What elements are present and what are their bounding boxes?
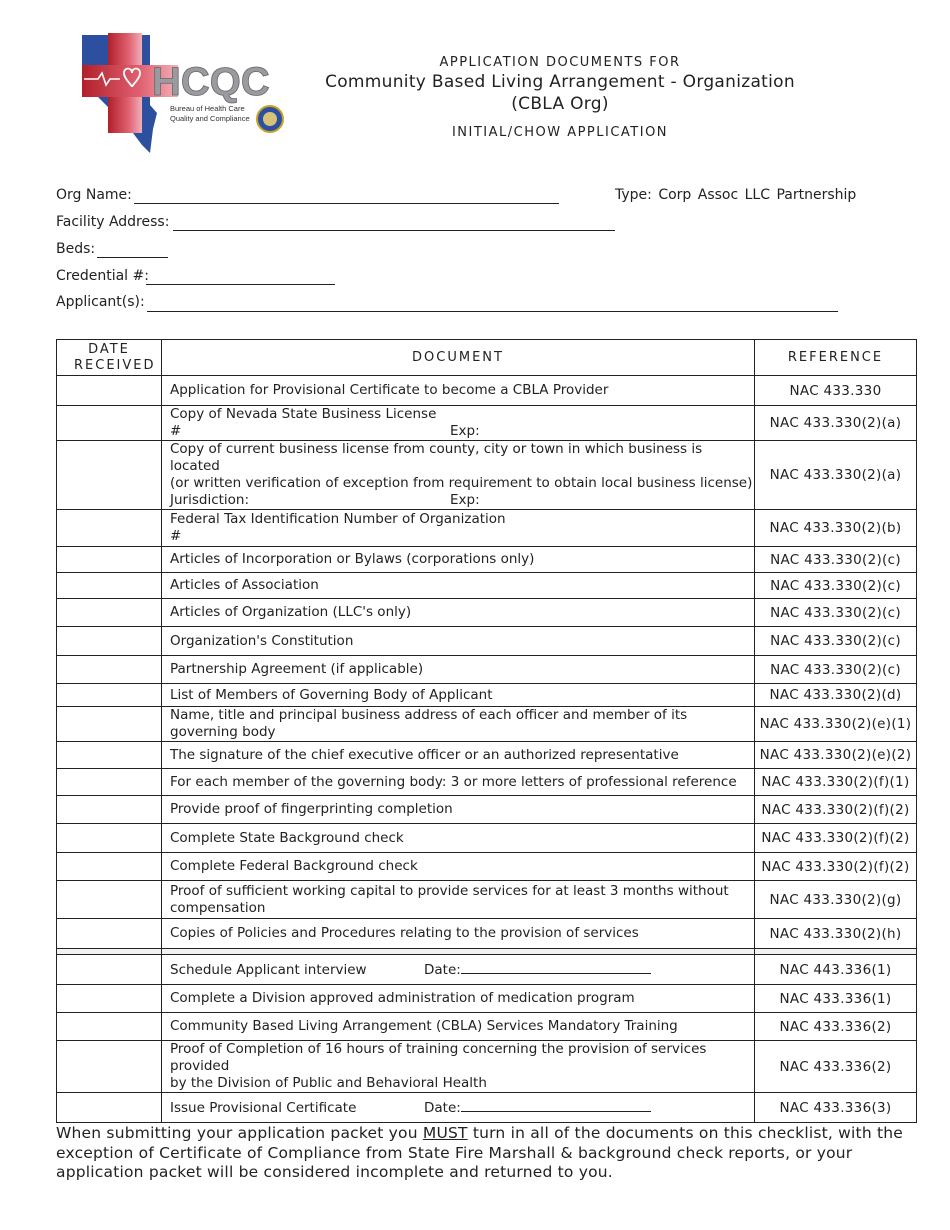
document-cell: Complete State Background check [162,824,755,853]
document-cell: For each member of the governing body: 3 or more letters of professional reference [162,769,755,796]
table-row [57,627,917,656]
table-row [57,742,917,769]
table-row [57,1041,917,1093]
date-received-cell[interactable] [57,769,162,796]
date-received-cell[interactable] [57,853,162,881]
credential-field[interactable] [146,284,335,285]
date-received-cell[interactable] [57,406,162,441]
table-row [57,769,917,796]
table-row [57,376,917,406]
reference-cell: NAC 433.330(2)(c) [755,656,917,684]
table-row [57,684,917,707]
table-row [57,707,917,742]
org-name-field[interactable] [134,203,559,204]
reference-cell: NAC 433.330(2)(b) [755,510,917,547]
reference-header: REFERENCE [755,340,917,376]
reference-cell: NAC 433.330(2)(e)(1) [755,707,917,742]
date-received-cell[interactable] [57,1013,162,1041]
table-row [57,881,917,919]
date-received-cell[interactable] [57,599,162,627]
document-cell: Organization's Constitution [162,627,755,656]
certificate-date-field[interactable] [461,1099,651,1112]
header-title: Community Based Living Arrangement - Organization [325,72,795,92]
table-row [57,599,917,627]
reference-cell: NAC 433.330(2)(c) [755,547,917,573]
document-cell: The signature of the chief executive officer or an authorized representative [162,742,755,769]
document-cell: Name, title and principal business address of each officer and member of its governing body [162,707,755,742]
table-row [57,985,917,1013]
table-row [57,955,917,985]
reference-cell: NAC 433.336(2) [755,1041,917,1093]
hcqc-logo [80,33,302,153]
table-row [57,656,917,684]
document-cell: Complete Federal Background check [162,853,755,881]
reference-cell: NAC 433.336(3) [755,1093,917,1123]
org-type-label: Type: Corp Assoc LLC Partnership [615,187,857,203]
reference-cell: NAC 433.330(2)(f)(2) [755,853,917,881]
document-cell: Federal Tax Identification Number of Organization # [162,510,755,547]
table-row [57,853,917,881]
beds-label: Beds: [56,241,96,257]
date-received-cell[interactable] [57,547,162,573]
date-received-cell[interactable] [57,707,162,742]
reference-cell: NAC 433.330(2)(c) [755,627,917,656]
table-row [57,796,917,824]
date-received-cell[interactable] [57,742,162,769]
reference-cell: NAC 433.336(2) [755,1013,917,1041]
reference-cell: NAC 433.330(2)(a) [755,441,917,510]
document-cell: Articles of Association [162,573,755,599]
table-row [57,824,917,853]
reference-cell: NAC 433.330(2)(h) [755,919,917,949]
beds-field[interactable] [97,257,168,258]
date-received-cell[interactable] [57,796,162,824]
document-cell: Copy of Nevada State Business License # Exp: [162,406,755,441]
table-row [57,547,917,573]
document-header: DOCUMENT [162,340,755,376]
date-received-cell[interactable] [57,684,162,707]
table-row [57,1093,917,1123]
applicants-field[interactable] [147,311,838,312]
document-cell: Proof of Completion of 16 hours of training concerning the provision of services provided by the Division of Public and Behavioral Health [162,1041,755,1093]
table-row [57,573,917,599]
date-received-cell[interactable] [57,376,162,406]
reference-cell: NAC 433.330(2)(f)(2) [755,824,917,853]
document-cell: Articles of Incorporation or Bylaws (corporations only) [162,547,755,573]
facility-address-label: Facility Address: [56,214,170,230]
date-received-cell[interactable] [57,824,162,853]
date-received-cell[interactable] [57,627,162,656]
document-cell: Partnership Agreement (if applicable) [162,656,755,684]
reference-cell: NAC 443.336(1) [755,955,917,985]
date-received-cell[interactable] [57,1093,162,1123]
date-received-cell[interactable] [57,656,162,684]
document-cell: Provide proof of fingerprinting completion [162,796,755,824]
credential-label: Credential #: [56,268,149,284]
table-row [57,510,917,547]
document-cell: Community Based Living Arrangement (CBLA) Services Mandatory Training [162,1013,755,1041]
date-received-cell[interactable] [57,510,162,547]
table-row [57,406,917,441]
date-received-cell[interactable] [57,573,162,599]
date-received-cell[interactable] [57,919,162,949]
document-cell: List of Members of Governing Body of Applicant [162,684,755,707]
document-cell: Schedule Applicant interview Date: [162,955,755,985]
reference-cell: NAC 433.330(2)(c) [755,573,917,599]
date-received-cell[interactable] [57,881,162,919]
svg-text:Bureau of Health Care: Bureau of Health Care [170,104,245,113]
interview-date-field[interactable] [461,961,651,974]
date-received-cell[interactable] [57,1041,162,1093]
org-name-label: Org Name: [56,187,132,203]
applicants-label: Applicant(s): [56,294,145,310]
reference-cell: NAC 433.330(2)(e)(2) [755,742,917,769]
document-cell: Issue Provisional Certificate Date: [162,1093,755,1123]
table-row [57,919,917,949]
header-application-type: INITIAL/CHOW APPLICATION [451,125,669,140]
document-cell: Articles of Organization (LLC's only) [162,599,755,627]
logo-text: HCQC [152,60,270,104]
documents-table [56,339,917,1123]
reference-cell: NAC 433.330(2)(f)(1) [755,769,917,796]
document-cell: Proof of sufficient working capital to provide services for at least 3 months without compensation [162,881,755,919]
reference-cell: NAC 433.330(2)(a) [755,406,917,441]
date-received-header: DATE RECEIVED [57,340,162,376]
table-row [57,1013,917,1041]
date-received-cell[interactable] [57,955,162,985]
must-emphasis: MUST [422,1124,468,1142]
reference-cell: NAC 433.330(2)(g) [755,881,917,919]
document-cell: Copies of Policies and Procedures relating to the provision of services [162,919,755,949]
submission-notice: When submitting your application packet you MUST turn in all of the documents on this checklist, with the exception of Certificate of Compliance from State Fire Marshall & background check reports, or your application packet will be considered incomplete and returned to you. [56,1124,904,1181]
reference-cell: NAC 433.330 [755,376,917,406]
reference-cell: NAC 433.330(2)(f)(2) [755,796,917,824]
reference-cell: NAC 433.330(2)(d) [755,684,917,707]
date-received-cell[interactable] [57,985,162,1013]
table-row [57,441,917,510]
document-cell: Copy of current business license from county, city or town in which business is located (or written verification of exception from requirement to obtain local business license) Jurisdiction: Exp: [162,441,755,510]
document-cell: Complete a Division approved administration of medication program [162,985,755,1013]
reference-cell: NAC 433.336(1) [755,985,917,1013]
reference-cell: NAC 433.330(2)(c) [755,599,917,627]
svg-text:Quality and Compliance: Quality and Compliance [170,114,250,123]
header-subtitle: (CBLA Org) [511,94,609,114]
header-line-1: APPLICATION DOCUMENTS FOR [439,55,681,70]
document-cell: Application for Provisional Certificate to become a CBLA Provider [162,376,755,406]
date-received-cell[interactable] [57,441,162,510]
facility-address-field[interactable] [173,230,615,231]
